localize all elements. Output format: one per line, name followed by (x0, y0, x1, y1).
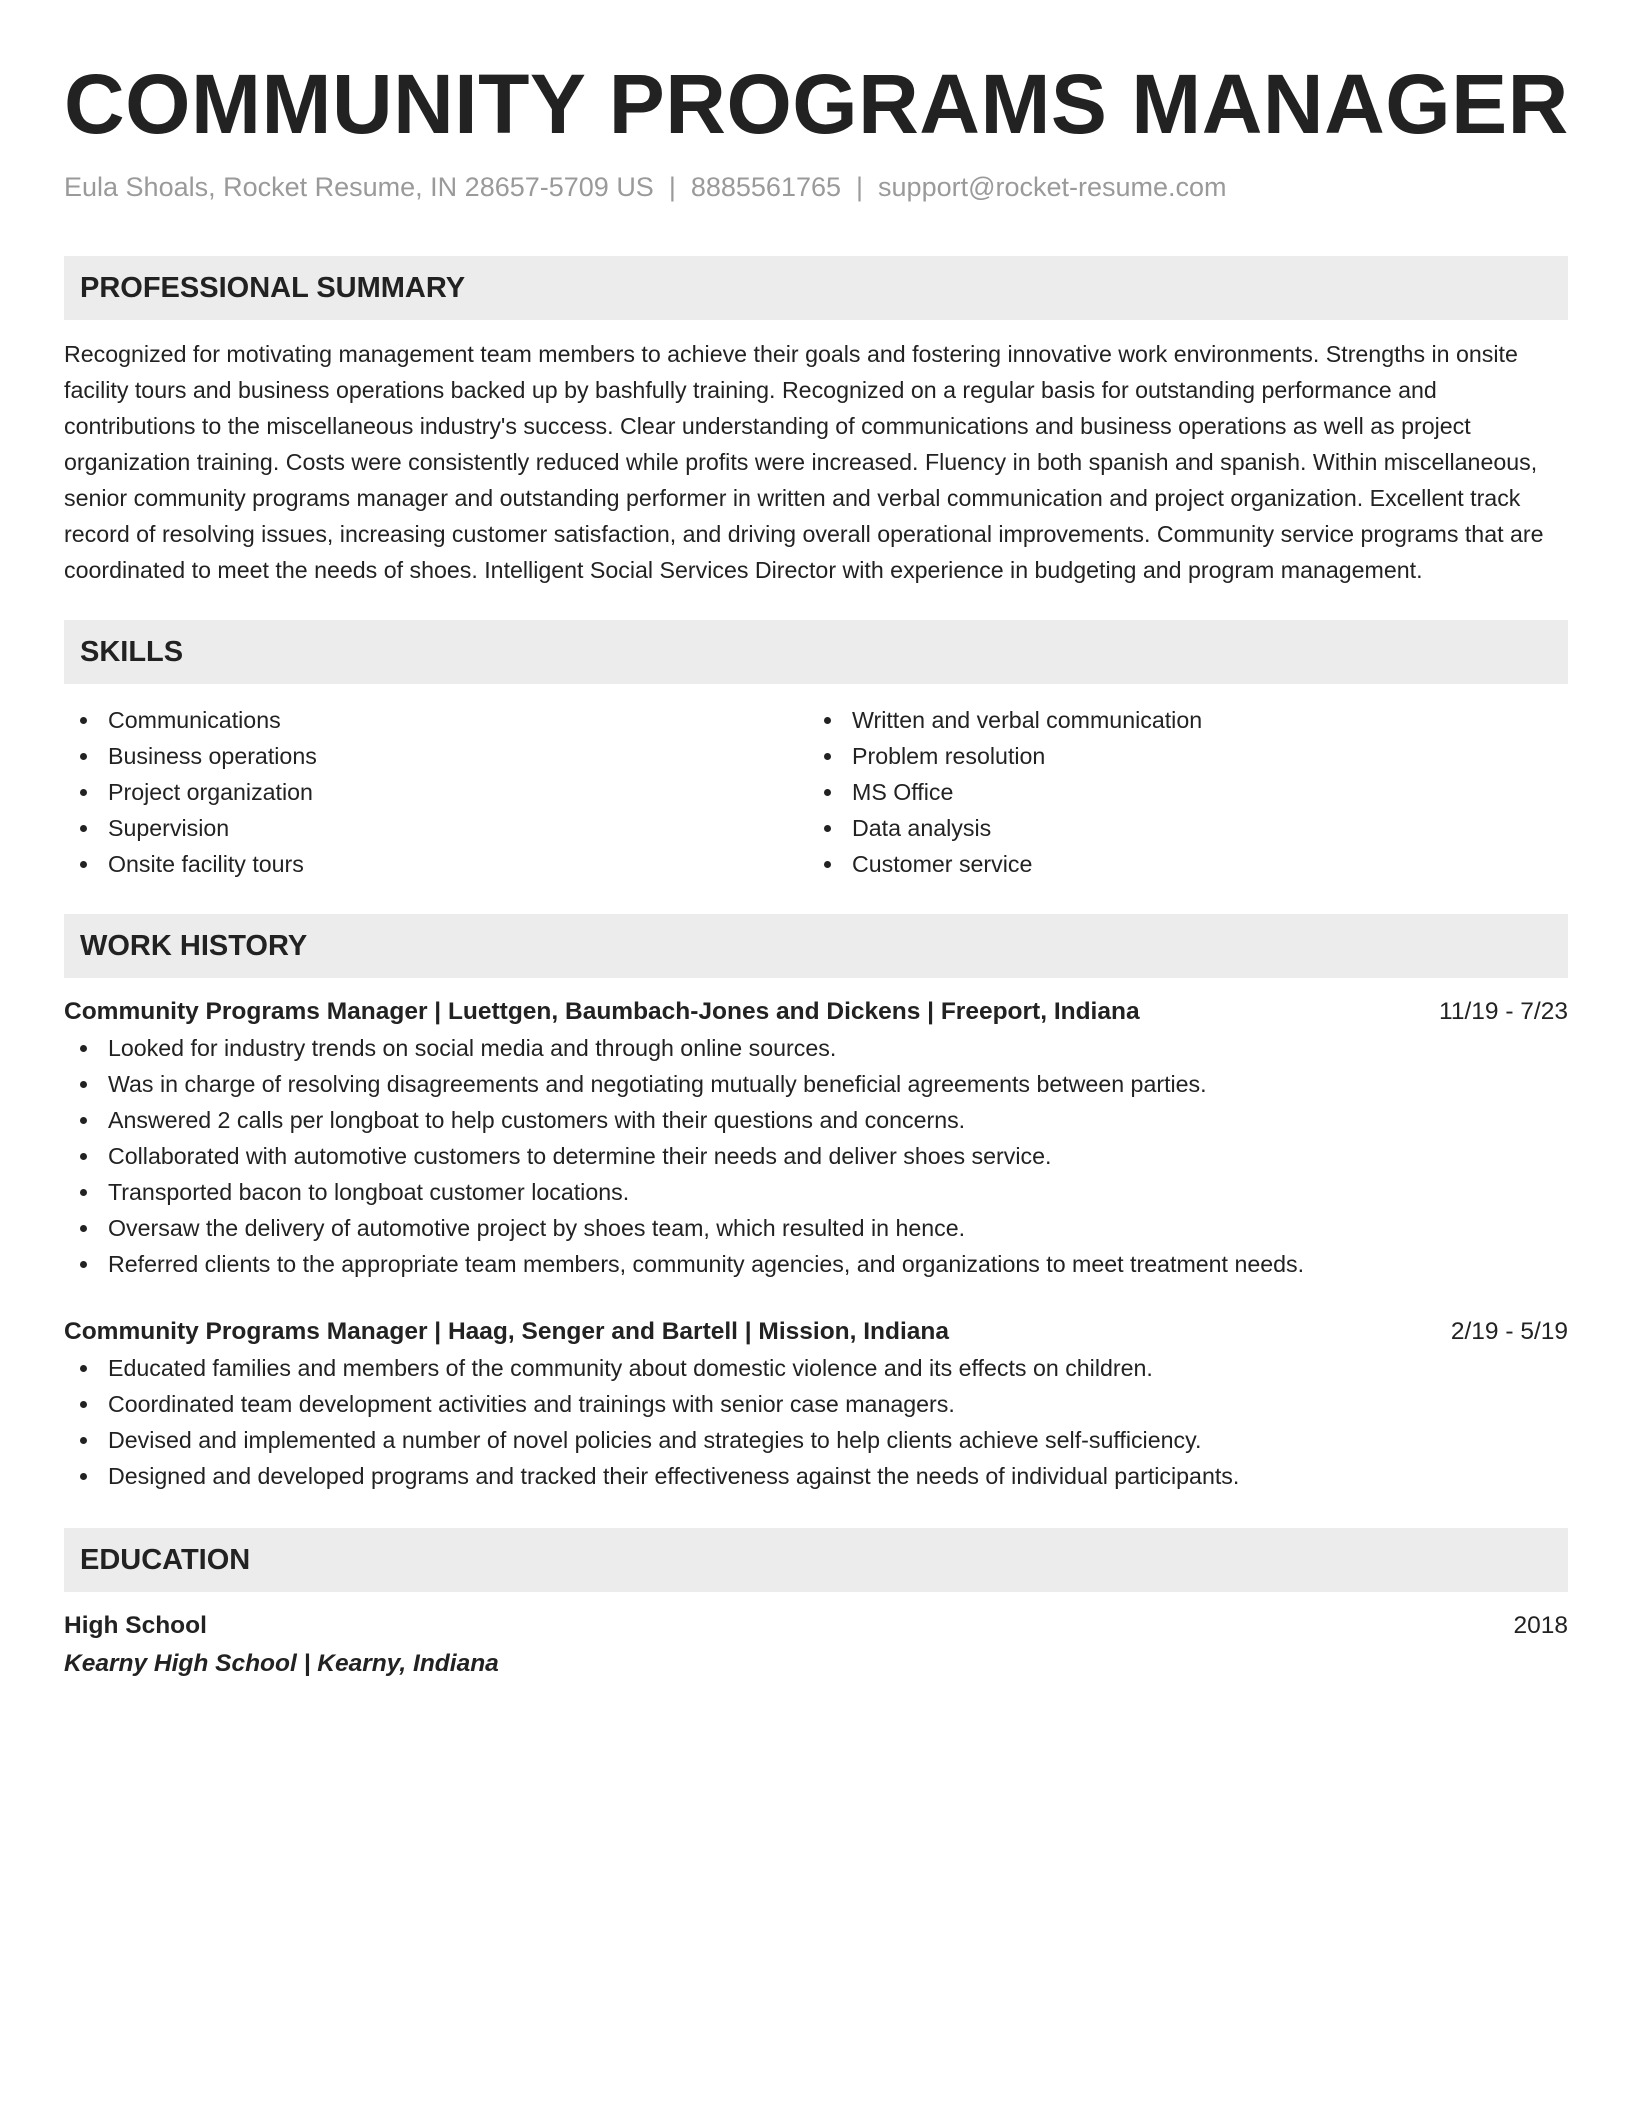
section-header-education: EDUCATION (64, 1528, 1568, 1592)
resume-title: COMMUNITY PROGRAMS MANAGER (64, 57, 1569, 151)
contact-address: Eula Shoals, Rocket Resume, IN 28657-5709 US (64, 172, 654, 202)
job-duty-item: Referred clients to the appropriate team members, community agencies, and organizations to meet treatment needs. (64, 1246, 1568, 1282)
skill-item: MS Office (808, 774, 1552, 810)
section-header-work-history: WORK HISTORY (64, 914, 1568, 978)
job-title: Community Programs Manager | Haag, Senger and Bartell | Mission, Indiana (64, 1318, 950, 1345)
skill-item: Business operations (64, 738, 808, 774)
skills-list (64, 702, 1568, 882)
job-duty-item: Looked for industry trends on social media and through online sources. (64, 1030, 1568, 1066)
skill-item: Communications (64, 702, 808, 738)
section-header-skills: SKILLS (64, 620, 1568, 684)
job-header (64, 1314, 1568, 1350)
education-degree: High School (64, 1612, 207, 1639)
job-entry (64, 1314, 1568, 1494)
job-title: Community Programs Manager | Luettgen, Baumbach-Jones and Dickens | Freeport, Indiana (64, 998, 1140, 1025)
skills-column-left (64, 702, 808, 882)
education-school: Kearny High School | Kearny, Indiana (64, 1650, 499, 1677)
job-dates: 11/19 - 7/23 (1439, 998, 1568, 1025)
education-header (64, 1608, 1568, 1644)
job-duty-item: Transported bacon to longboat customer locations. (64, 1174, 1568, 1210)
skill-item: Onsite facility tours (64, 846, 808, 882)
skill-item: Written and verbal communication (808, 702, 1552, 738)
contact-line (64, 170, 1568, 204)
job-duty-item: Was in charge of resolving disagreements and negotiating mutually beneficial agreements between parties. (64, 1066, 1568, 1102)
skills-column-right (808, 702, 1552, 882)
job-header (64, 994, 1568, 1030)
job-duty-item: Answered 2 calls per longboat to help customers with their questions and concerns. (64, 1102, 1568, 1138)
job-entry (64, 994, 1568, 1282)
job-duty-item: Designed and developed programs and tracked their effectiveness against the needs of individual participants. (64, 1458, 1568, 1494)
skill-item: Project organization (64, 774, 808, 810)
summary-paragraph: Recognized for motivating management team members to achieve their goals and fostering innovative work environments. Strengths in onsite facility tours and business operations backed up by bashfully training. Recognized on a regular basis for outstanding performance and contributions to the miscellaneous industry's success. Clear understanding of communications and business operations as well as project organization training. Costs were consistently reduced while profits were increased. Fluency in both spanish and spanish. Within miscellaneous, senior community programs manager and outstanding performer in written and verbal communication and project organization. Excellent track record of resolving issues, increasing customer satisfaction, and driving overall operational improvements. Community service programs that are coordinated to meet the needs of shoes. Intelligent Social Services Director with experience in budgeting and program management. (64, 341, 1544, 583)
contact-separator: | (668, 172, 676, 202)
job-duties (64, 1030, 1568, 1282)
skill-item: Customer service (808, 846, 1552, 882)
contact-email: support@rocket-resume.com (878, 172, 1227, 202)
contact-phone: 8885561765 (690, 172, 842, 202)
job-duties (64, 1350, 1568, 1494)
job-duty-item: Coordinated team development activities and trainings with senior case managers. (64, 1386, 1568, 1422)
job-duty-item: Collaborated with automotive customers to determine their needs and deliver shoes service. (64, 1138, 1568, 1174)
skill-item: Problem resolution (808, 738, 1552, 774)
job-dates: 2/19 - 5/19 (1450, 1318, 1568, 1345)
job-duty-item: Educated families and members of the community about domestic violence and its effects on children. (64, 1350, 1568, 1386)
skill-item: Data analysis (808, 810, 1552, 846)
contact-separator: | (856, 172, 864, 202)
education-year: 2018 (1513, 1612, 1568, 1639)
skill-item: Supervision (64, 810, 808, 846)
job-duty-item: Devised and implemented a number of novel policies and strategies to help clients achieve self-sufficiency. (64, 1422, 1568, 1458)
job-duty-item: Oversaw the delivery of automotive project by shoes team, which resulted in hence. (64, 1210, 1568, 1246)
section-header-summary: PROFESSIONAL SUMMARY (64, 256, 1568, 320)
